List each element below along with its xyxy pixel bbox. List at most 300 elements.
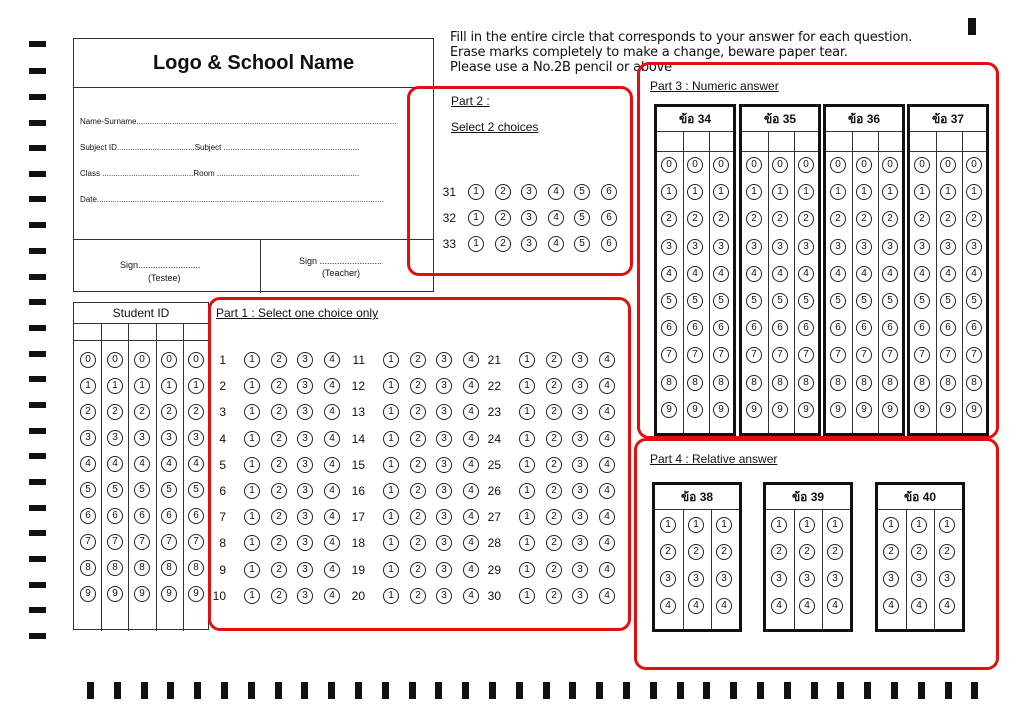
- relative-bubble-3[interactable]: 3: [883, 571, 899, 587]
- answer-bubble-3[interactable]: 3: [521, 210, 537, 226]
- answer-bubble-4[interactable]: 4: [324, 352, 340, 368]
- answer-bubble-2[interactable]: 2: [546, 404, 562, 420]
- answer-bubble-2[interactable]: 2: [495, 210, 511, 226]
- answer-bubble-2[interactable]: 2: [495, 236, 511, 252]
- answer-bubble-1[interactable]: 1: [244, 352, 260, 368]
- answer-bubble-4[interactable]: 4: [599, 509, 615, 525]
- answer-bubble-2[interactable]: 2: [410, 588, 426, 604]
- answer-bubble-3[interactable]: 3: [572, 431, 588, 447]
- answer-bubble-1[interactable]: 1: [383, 509, 399, 525]
- answer-bubble-2[interactable]: 2: [546, 378, 562, 394]
- relative-bubble-4[interactable]: 4: [911, 598, 927, 614]
- answer-bubble-4[interactable]: 4: [324, 562, 340, 578]
- answer-bubble-6[interactable]: 6: [601, 184, 617, 200]
- numeric-bubble-2[interactable]: 2: [746, 211, 762, 227]
- answer-bubble-2[interactable]: 2: [546, 457, 562, 473]
- numeric-bubble-0[interactable]: 0: [856, 157, 872, 173]
- answer-bubble-1[interactable]: 1: [244, 378, 260, 394]
- relative-bubble-4[interactable]: 4: [827, 598, 843, 614]
- answer-bubble-2[interactable]: 2: [546, 588, 562, 604]
- numeric-bubble-2[interactable]: 2: [856, 211, 872, 227]
- numeric-bubble-5[interactable]: 5: [882, 293, 898, 309]
- numeric-bubble-2[interactable]: 2: [713, 211, 729, 227]
- numeric-bubble-8[interactable]: 8: [914, 375, 930, 391]
- numeric-bubble-5[interactable]: 5: [772, 293, 788, 309]
- numeric-bubble-3[interactable]: 3: [882, 239, 898, 255]
- answer-bubble-1[interactable]: 1: [244, 562, 260, 578]
- answer-bubble-2[interactable]: 2: [271, 352, 287, 368]
- answer-bubble-3[interactable]: 3: [572, 588, 588, 604]
- numeric-bubble-9[interactable]: 9: [856, 402, 872, 418]
- numeric-bubble-2[interactable]: 2: [772, 211, 788, 227]
- answer-bubble-4[interactable]: 4: [463, 509, 479, 525]
- answer-bubble-3[interactable]: 3: [297, 378, 313, 394]
- numeric-bubble-1[interactable]: 1: [882, 184, 898, 200]
- answer-bubble-2[interactable]: 2: [271, 378, 287, 394]
- answer-bubble-3[interactable]: 3: [572, 562, 588, 578]
- answer-bubble-4[interactable]: 4: [324, 378, 340, 394]
- answer-bubble-3[interactable]: 3: [297, 483, 313, 499]
- answer-bubble-4[interactable]: 4: [548, 236, 564, 252]
- answer-bubble-3[interactable]: 3: [521, 184, 537, 200]
- numeric-bubble-4[interactable]: 4: [661, 266, 677, 282]
- relative-bubble-2[interactable]: 2: [883, 544, 899, 560]
- answer-bubble-2[interactable]: 2: [271, 509, 287, 525]
- student-id-bubble-2[interactable]: 2: [80, 404, 96, 420]
- answer-bubble-1[interactable]: 1: [244, 457, 260, 473]
- answer-bubble-3[interactable]: 3: [572, 404, 588, 420]
- numeric-bubble-8[interactable]: 8: [966, 375, 982, 391]
- student-id-bubble-9[interactable]: 9: [107, 586, 123, 602]
- answer-bubble-2[interactable]: 2: [546, 483, 562, 499]
- relative-bubble-1[interactable]: 1: [771, 517, 787, 533]
- numeric-bubble-7[interactable]: 7: [661, 347, 677, 363]
- numeric-bubble-6[interactable]: 6: [772, 320, 788, 336]
- answer-bubble-2[interactable]: 2: [546, 509, 562, 525]
- student-id-bubble-7[interactable]: 7: [80, 534, 96, 550]
- numeric-bubble-3[interactable]: 3: [746, 239, 762, 255]
- numeric-bubble-5[interactable]: 5: [914, 293, 930, 309]
- numeric-bubble-4[interactable]: 4: [746, 266, 762, 282]
- numeric-bubble-9[interactable]: 9: [798, 402, 814, 418]
- numeric-bubble-2[interactable]: 2: [914, 211, 930, 227]
- numeric-bubble-0[interactable]: 0: [713, 157, 729, 173]
- answer-bubble-2[interactable]: 2: [410, 378, 426, 394]
- student-id-bubble-1[interactable]: 1: [188, 378, 204, 394]
- numeric-bubble-6[interactable]: 6: [966, 320, 982, 336]
- numeric-bubble-6[interactable]: 6: [713, 320, 729, 336]
- student-id-bubble-1[interactable]: 1: [134, 378, 150, 394]
- relative-bubble-4[interactable]: 4: [939, 598, 955, 614]
- student-id-bubble-3[interactable]: 3: [134, 430, 150, 446]
- relative-bubble-1[interactable]: 1: [827, 517, 843, 533]
- student-id-bubble-0[interactable]: 0: [107, 352, 123, 368]
- numeric-bubble-5[interactable]: 5: [713, 293, 729, 309]
- numeric-bubble-5[interactable]: 5: [856, 293, 872, 309]
- answer-bubble-3[interactable]: 3: [436, 378, 452, 394]
- answer-bubble-1[interactable]: 1: [519, 562, 535, 578]
- student-id-bubble-6[interactable]: 6: [80, 508, 96, 524]
- answer-bubble-2[interactable]: 2: [410, 457, 426, 473]
- answer-bubble-1[interactable]: 1: [383, 483, 399, 499]
- student-id-bubble-4[interactable]: 4: [134, 456, 150, 472]
- numeric-bubble-0[interactable]: 0: [687, 157, 703, 173]
- numeric-bubble-5[interactable]: 5: [687, 293, 703, 309]
- student-id-bubble-3[interactable]: 3: [188, 430, 204, 446]
- answer-bubble-4[interactable]: 4: [463, 562, 479, 578]
- relative-bubble-3[interactable]: 3: [716, 571, 732, 587]
- answer-bubble-3[interactable]: 3: [436, 404, 452, 420]
- student-id-bubble-0[interactable]: 0: [134, 352, 150, 368]
- answer-bubble-6[interactable]: 6: [601, 210, 617, 226]
- answer-bubble-2[interactable]: 2: [271, 483, 287, 499]
- answer-bubble-4[interactable]: 4: [324, 509, 340, 525]
- answer-bubble-1[interactable]: 1: [519, 588, 535, 604]
- answer-bubble-2[interactable]: 2: [410, 404, 426, 420]
- relative-bubble-2[interactable]: 2: [799, 544, 815, 560]
- relative-bubble-1[interactable]: 1: [883, 517, 899, 533]
- relative-bubble-1[interactable]: 1: [688, 517, 704, 533]
- answer-bubble-1[interactable]: 1: [519, 483, 535, 499]
- numeric-bubble-6[interactable]: 6: [914, 320, 930, 336]
- student-id-bubble-2[interactable]: 2: [188, 404, 204, 420]
- numeric-bubble-4[interactable]: 4: [882, 266, 898, 282]
- student-id-bubble-1[interactable]: 1: [107, 378, 123, 394]
- student-id-bubble-5[interactable]: 5: [134, 482, 150, 498]
- numeric-bubble-4[interactable]: 4: [914, 266, 930, 282]
- numeric-bubble-1[interactable]: 1: [661, 184, 677, 200]
- answer-bubble-4[interactable]: 4: [324, 404, 340, 420]
- answer-bubble-1[interactable]: 1: [519, 352, 535, 368]
- relative-bubble-4[interactable]: 4: [688, 598, 704, 614]
- numeric-bubble-3[interactable]: 3: [914, 239, 930, 255]
- answer-bubble-4[interactable]: 4: [463, 483, 479, 499]
- answer-bubble-4[interactable]: 4: [599, 404, 615, 420]
- student-id-bubble-2[interactable]: 2: [107, 404, 123, 420]
- answer-bubble-2[interactable]: 2: [410, 562, 426, 578]
- answer-bubble-4[interactable]: 4: [463, 352, 479, 368]
- relative-bubble-2[interactable]: 2: [911, 544, 927, 560]
- student-id-bubble-0[interactable]: 0: [80, 352, 96, 368]
- answer-bubble-2[interactable]: 2: [410, 431, 426, 447]
- relative-bubble-2[interactable]: 2: [827, 544, 843, 560]
- answer-bubble-3[interactable]: 3: [521, 236, 537, 252]
- answer-bubble-4[interactable]: 4: [324, 457, 340, 473]
- numeric-bubble-2[interactable]: 2: [798, 211, 814, 227]
- student-id-bubble-9[interactable]: 9: [188, 586, 204, 602]
- answer-bubble-1[interactable]: 1: [519, 457, 535, 473]
- answer-bubble-2[interactable]: 2: [546, 562, 562, 578]
- numeric-bubble-6[interactable]: 6: [830, 320, 846, 336]
- relative-bubble-1[interactable]: 1: [939, 517, 955, 533]
- relative-bubble-2[interactable]: 2: [716, 544, 732, 560]
- answer-bubble-1[interactable]: 1: [519, 509, 535, 525]
- answer-bubble-2[interactable]: 2: [271, 562, 287, 578]
- answer-bubble-2[interactable]: 2: [271, 457, 287, 473]
- numeric-bubble-1[interactable]: 1: [966, 184, 982, 200]
- student-id-bubble-3[interactable]: 3: [80, 430, 96, 446]
- numeric-bubble-0[interactable]: 0: [830, 157, 846, 173]
- answer-bubble-1[interactable]: 1: [468, 236, 484, 252]
- answer-bubble-4[interactable]: 4: [324, 483, 340, 499]
- student-id-bubble-7[interactable]: 7: [161, 534, 177, 550]
- numeric-bubble-7[interactable]: 7: [687, 347, 703, 363]
- answer-bubble-1[interactable]: 1: [244, 509, 260, 525]
- numeric-bubble-1[interactable]: 1: [798, 184, 814, 200]
- answer-bubble-3[interactable]: 3: [297, 404, 313, 420]
- numeric-bubble-1[interactable]: 1: [856, 184, 872, 200]
- answer-bubble-2[interactable]: 2: [546, 431, 562, 447]
- student-id-bubble-4[interactable]: 4: [188, 456, 204, 472]
- answer-bubble-1[interactable]: 1: [383, 588, 399, 604]
- student-id-bubble-2[interactable]: 2: [161, 404, 177, 420]
- answer-bubble-4[interactable]: 4: [599, 352, 615, 368]
- answer-bubble-4[interactable]: 4: [463, 404, 479, 420]
- numeric-bubble-3[interactable]: 3: [798, 239, 814, 255]
- student-id-bubble-6[interactable]: 6: [107, 508, 123, 524]
- numeric-bubble-4[interactable]: 4: [798, 266, 814, 282]
- student-id-bubble-0[interactable]: 0: [161, 352, 177, 368]
- answer-bubble-1[interactable]: 1: [519, 404, 535, 420]
- answer-bubble-2[interactable]: 2: [410, 483, 426, 499]
- answer-bubble-3[interactable]: 3: [572, 483, 588, 499]
- numeric-bubble-7[interactable]: 7: [882, 347, 898, 363]
- numeric-bubble-1[interactable]: 1: [940, 184, 956, 200]
- relative-bubble-1[interactable]: 1: [799, 517, 815, 533]
- numeric-bubble-2[interactable]: 2: [830, 211, 846, 227]
- relative-bubble-3[interactable]: 3: [911, 571, 927, 587]
- numeric-bubble-6[interactable]: 6: [661, 320, 677, 336]
- date-field[interactable]: Date.................................................................................................................................: [80, 195, 384, 204]
- numeric-bubble-0[interactable]: 0: [772, 157, 788, 173]
- student-id-bubble-6[interactable]: 6: [161, 508, 177, 524]
- answer-bubble-4[interactable]: 4: [599, 457, 615, 473]
- student-id-bubble-3[interactable]: 3: [107, 430, 123, 446]
- answer-bubble-3[interactable]: 3: [436, 352, 452, 368]
- numeric-bubble-9[interactable]: 9: [746, 402, 762, 418]
- answer-bubble-6[interactable]: 6: [601, 236, 617, 252]
- numeric-bubble-9[interactable]: 9: [914, 402, 930, 418]
- answer-bubble-1[interactable]: 1: [383, 378, 399, 394]
- student-id-bubble-0[interactable]: 0: [188, 352, 204, 368]
- student-id-bubble-5[interactable]: 5: [161, 482, 177, 498]
- relative-bubble-3[interactable]: 3: [660, 571, 676, 587]
- answer-bubble-4[interactable]: 4: [324, 588, 340, 604]
- numeric-bubble-3[interactable]: 3: [713, 239, 729, 255]
- answer-bubble-2[interactable]: 2: [410, 352, 426, 368]
- answer-bubble-4[interactable]: 4: [324, 431, 340, 447]
- numeric-bubble-1[interactable]: 1: [746, 184, 762, 200]
- answer-bubble-1[interactable]: 1: [244, 588, 260, 604]
- numeric-bubble-4[interactable]: 4: [830, 266, 846, 282]
- answer-bubble-2[interactable]: 2: [410, 535, 426, 551]
- numeric-bubble-6[interactable]: 6: [687, 320, 703, 336]
- answer-bubble-4[interactable]: 4: [324, 535, 340, 551]
- answer-bubble-1[interactable]: 1: [383, 457, 399, 473]
- answer-bubble-4[interactable]: 4: [463, 457, 479, 473]
- answer-bubble-4[interactable]: 4: [463, 535, 479, 551]
- student-id-bubble-9[interactable]: 9: [134, 586, 150, 602]
- numeric-bubble-0[interactable]: 0: [746, 157, 762, 173]
- relative-bubble-4[interactable]: 4: [883, 598, 899, 614]
- relative-bubble-3[interactable]: 3: [771, 571, 787, 587]
- student-id-bubble-9[interactable]: 9: [80, 586, 96, 602]
- numeric-bubble-7[interactable]: 7: [856, 347, 872, 363]
- answer-bubble-1[interactable]: 1: [244, 431, 260, 447]
- relative-bubble-4[interactable]: 4: [771, 598, 787, 614]
- student-id-bubble-5[interactable]: 5: [80, 482, 96, 498]
- answer-bubble-3[interactable]: 3: [297, 588, 313, 604]
- numeric-bubble-0[interactable]: 0: [798, 157, 814, 173]
- numeric-bubble-7[interactable]: 7: [746, 347, 762, 363]
- name-surname-field[interactable]: Name-Surname.....................................................................................................................: [80, 117, 397, 126]
- answer-bubble-4[interactable]: 4: [599, 483, 615, 499]
- answer-bubble-3[interactable]: 3: [436, 588, 452, 604]
- student-id-bubble-1[interactable]: 1: [80, 378, 96, 394]
- numeric-bubble-3[interactable]: 3: [661, 239, 677, 255]
- relative-bubble-3[interactable]: 3: [827, 571, 843, 587]
- answer-bubble-2[interactable]: 2: [271, 535, 287, 551]
- numeric-bubble-7[interactable]: 7: [914, 347, 930, 363]
- student-id-bubble-8[interactable]: 8: [107, 560, 123, 576]
- numeric-bubble-6[interactable]: 6: [882, 320, 898, 336]
- numeric-bubble-3[interactable]: 3: [966, 239, 982, 255]
- relative-bubble-4[interactable]: 4: [799, 598, 815, 614]
- student-id-bubble-2[interactable]: 2: [134, 404, 150, 420]
- answer-bubble-1[interactable]: 1: [244, 535, 260, 551]
- relative-bubble-2[interactable]: 2: [771, 544, 787, 560]
- relative-bubble-2[interactable]: 2: [660, 544, 676, 560]
- numeric-bubble-7[interactable]: 7: [966, 347, 982, 363]
- class-room-field[interactable]: Class .........................................Room ................................................................: [80, 169, 360, 178]
- answer-bubble-3[interactable]: 3: [297, 431, 313, 447]
- relative-bubble-3[interactable]: 3: [688, 571, 704, 587]
- answer-bubble-2[interactable]: 2: [495, 184, 511, 200]
- numeric-bubble-7[interactable]: 7: [713, 347, 729, 363]
- answer-bubble-4[interactable]: 4: [463, 431, 479, 447]
- answer-bubble-1[interactable]: 1: [244, 404, 260, 420]
- answer-bubble-3[interactable]: 3: [436, 562, 452, 578]
- numeric-bubble-9[interactable]: 9: [830, 402, 846, 418]
- subject-field[interactable]: Subject ID...................................Subject .............................................................: [80, 143, 360, 152]
- answer-bubble-1[interactable]: 1: [244, 483, 260, 499]
- relative-bubble-1[interactable]: 1: [660, 517, 676, 533]
- relative-bubble-3[interactable]: 3: [799, 571, 815, 587]
- answer-bubble-4[interactable]: 4: [599, 588, 615, 604]
- answer-bubble-5[interactable]: 5: [574, 210, 590, 226]
- numeric-bubble-3[interactable]: 3: [772, 239, 788, 255]
- numeric-bubble-0[interactable]: 0: [661, 157, 677, 173]
- numeric-bubble-9[interactable]: 9: [940, 402, 956, 418]
- answer-bubble-1[interactable]: 1: [383, 431, 399, 447]
- answer-bubble-2[interactable]: 2: [546, 535, 562, 551]
- answer-bubble-2[interactable]: 2: [546, 352, 562, 368]
- numeric-bubble-0[interactable]: 0: [882, 157, 898, 173]
- answer-bubble-3[interactable]: 3: [436, 431, 452, 447]
- answer-bubble-2[interactable]: 2: [271, 431, 287, 447]
- student-id-bubble-8[interactable]: 8: [134, 560, 150, 576]
- answer-bubble-4[interactable]: 4: [548, 184, 564, 200]
- answer-bubble-3[interactable]: 3: [572, 378, 588, 394]
- student-id-bubble-4[interactable]: 4: [161, 456, 177, 472]
- numeric-bubble-2[interactable]: 2: [966, 211, 982, 227]
- answer-bubble-3[interactable]: 3: [436, 509, 452, 525]
- numeric-bubble-7[interactable]: 7: [798, 347, 814, 363]
- answer-bubble-3[interactable]: 3: [297, 509, 313, 525]
- numeric-bubble-9[interactable]: 9: [882, 402, 898, 418]
- student-id-bubble-9[interactable]: 9: [161, 586, 177, 602]
- numeric-bubble-4[interactable]: 4: [856, 266, 872, 282]
- numeric-bubble-1[interactable]: 1: [914, 184, 930, 200]
- answer-bubble-3[interactable]: 3: [436, 535, 452, 551]
- answer-bubble-1[interactable]: 1: [383, 352, 399, 368]
- student-id-bubble-3[interactable]: 3: [161, 430, 177, 446]
- numeric-bubble-3[interactable]: 3: [856, 239, 872, 255]
- numeric-bubble-8[interactable]: 8: [661, 375, 677, 391]
- numeric-bubble-1[interactable]: 1: [830, 184, 846, 200]
- numeric-bubble-2[interactable]: 2: [882, 211, 898, 227]
- answer-bubble-3[interactable]: 3: [297, 457, 313, 473]
- numeric-bubble-8[interactable]: 8: [882, 375, 898, 391]
- numeric-bubble-1[interactable]: 1: [772, 184, 788, 200]
- answer-bubble-1[interactable]: 1: [468, 210, 484, 226]
- numeric-bubble-6[interactable]: 6: [856, 320, 872, 336]
- relative-bubble-2[interactable]: 2: [688, 544, 704, 560]
- numeric-bubble-9[interactable]: 9: [772, 402, 788, 418]
- numeric-bubble-8[interactable]: 8: [856, 375, 872, 391]
- student-id-bubble-7[interactable]: 7: [188, 534, 204, 550]
- answer-bubble-4[interactable]: 4: [463, 378, 479, 394]
- numeric-bubble-5[interactable]: 5: [746, 293, 762, 309]
- numeric-bubble-7[interactable]: 7: [772, 347, 788, 363]
- answer-bubble-4[interactable]: 4: [599, 562, 615, 578]
- student-id-bubble-6[interactable]: 6: [134, 508, 150, 524]
- numeric-bubble-4[interactable]: 4: [940, 266, 956, 282]
- answer-bubble-1[interactable]: 1: [383, 535, 399, 551]
- answer-bubble-2[interactable]: 2: [271, 404, 287, 420]
- answer-bubble-3[interactable]: 3: [297, 562, 313, 578]
- numeric-bubble-9[interactable]: 9: [966, 402, 982, 418]
- student-id-bubble-5[interactable]: 5: [188, 482, 204, 498]
- numeric-bubble-8[interactable]: 8: [746, 375, 762, 391]
- numeric-bubble-2[interactable]: 2: [661, 211, 677, 227]
- answer-bubble-5[interactable]: 5: [574, 236, 590, 252]
- numeric-bubble-3[interactable]: 3: [830, 239, 846, 255]
- numeric-bubble-4[interactable]: 4: [713, 266, 729, 282]
- numeric-bubble-5[interactable]: 5: [940, 293, 956, 309]
- numeric-bubble-7[interactable]: 7: [830, 347, 846, 363]
- numeric-bubble-9[interactable]: 9: [687, 402, 703, 418]
- answer-bubble-5[interactable]: 5: [574, 184, 590, 200]
- relative-bubble-3[interactable]: 3: [939, 571, 955, 587]
- numeric-bubble-5[interactable]: 5: [798, 293, 814, 309]
- numeric-bubble-7[interactable]: 7: [940, 347, 956, 363]
- answer-bubble-4[interactable]: 4: [463, 588, 479, 604]
- answer-bubble-3[interactable]: 3: [436, 483, 452, 499]
- answer-bubble-4[interactable]: 4: [599, 535, 615, 551]
- relative-bubble-1[interactable]: 1: [716, 517, 732, 533]
- answer-bubble-4[interactable]: 4: [599, 431, 615, 447]
- student-id-bubble-7[interactable]: 7: [134, 534, 150, 550]
- student-id-bubble-7[interactable]: 7: [107, 534, 123, 550]
- numeric-bubble-6[interactable]: 6: [940, 320, 956, 336]
- answer-bubble-1[interactable]: 1: [468, 184, 484, 200]
- numeric-bubble-0[interactable]: 0: [940, 157, 956, 173]
- numeric-bubble-4[interactable]: 4: [966, 266, 982, 282]
- numeric-bubble-2[interactable]: 2: [687, 211, 703, 227]
- numeric-bubble-8[interactable]: 8: [830, 375, 846, 391]
- answer-bubble-3[interactable]: 3: [572, 509, 588, 525]
